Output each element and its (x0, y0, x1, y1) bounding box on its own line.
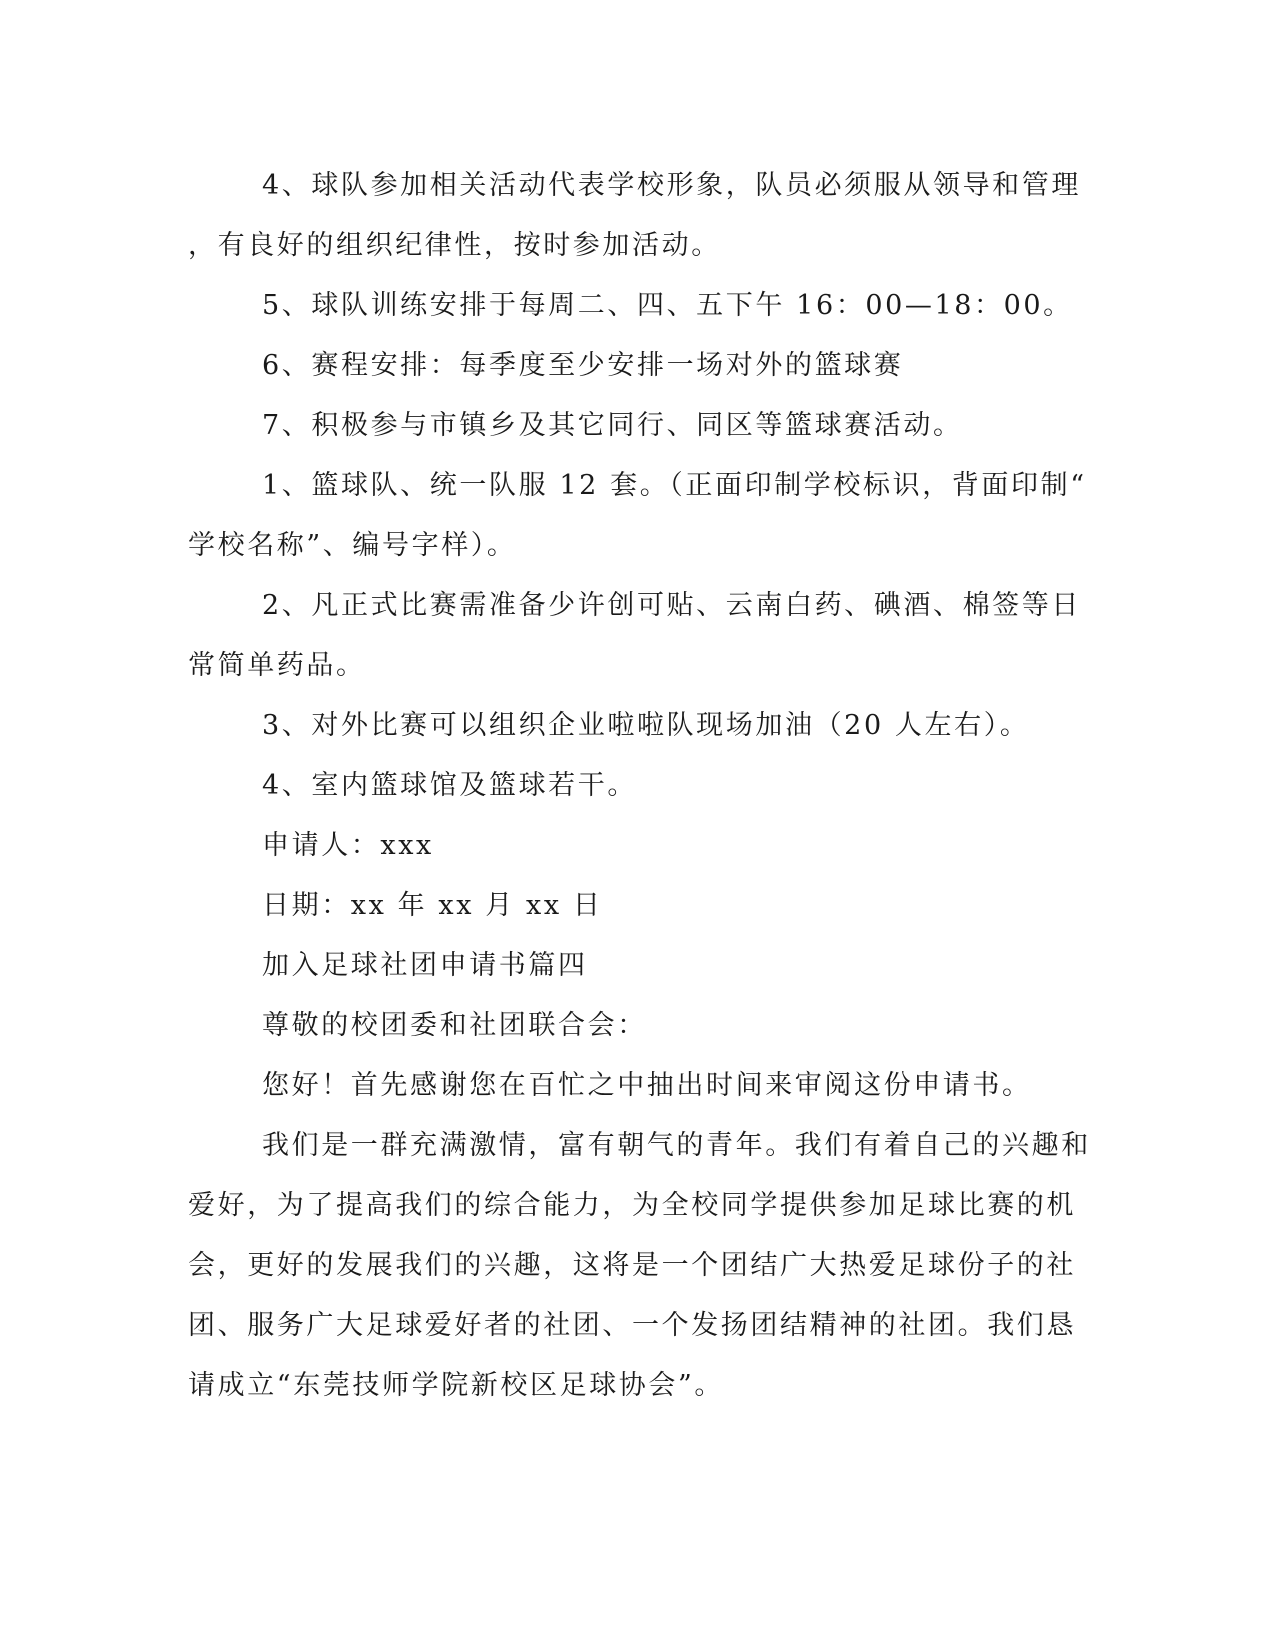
text-line: 常简单药品。 (188, 650, 366, 681)
text-line: 请成立“东莞技师学院新校区足球协会”。 (188, 1370, 725, 1401)
text-line: 6、赛程安排：每季度至少安排一场对外的篮球赛 (262, 350, 904, 381)
text-line: 团、服务广大足球爱好者的社团、一个发扬团结精神的社团。我们恳 (188, 1310, 1076, 1341)
text-line: 4、室内篮球馆及篮球若干。 (262, 770, 637, 801)
text-line: 会，更好的发展我们的兴趣，这将是一个团结广大热爱足球份子的社 (188, 1250, 1076, 1281)
text-line: 爱好，为了提高我们的综合能力，为全校同学提供参加足球比赛的机 (188, 1190, 1076, 1221)
text-line: 5、球队训练安排于每周二、四、五下午 16：00—18：00。 (262, 290, 1073, 321)
salutation: 尊敬的校团委和社团联合会： (262, 1010, 647, 1041)
text-line: 2、凡正式比赛需准备少许创可贴、云南白药、碘酒、棉签等日 (262, 590, 1081, 621)
text-line: 学校名称”、编号字样）。 (188, 530, 517, 561)
text-line: 我们是一群充满激情，富有朝气的青年。我们有着自己的兴趣和 (262, 1130, 1091, 1161)
text-line: ，有良好的组织纪律性，按时参加活动。 (188, 230, 721, 261)
text-line: 您好！首先感谢您在百忙之中抽出时间来审阅这份申请书。 (262, 1070, 1032, 1101)
text-line: 7、积极参与市镇乡及其它同行、同区等篮球赛活动。 (262, 410, 963, 441)
date-line: 日期：xx 年 xx 月 xx 日 (262, 890, 603, 921)
text-line: 1、篮球队、统一队服 12 套。（正面印制学校标识，背面印制“ (262, 470, 1087, 501)
text-line: 3、对外比赛可以组织企业啦啦队现场加油（20 人左右）。 (262, 710, 1030, 741)
section-title: 加入足球社团申请书篇四 (262, 950, 588, 981)
applicant-line: 申请人：xxx (262, 830, 434, 861)
text-line: 4、球队参加相关活动代表学校形象，队员必须服从领导和管理 (262, 170, 1081, 201)
